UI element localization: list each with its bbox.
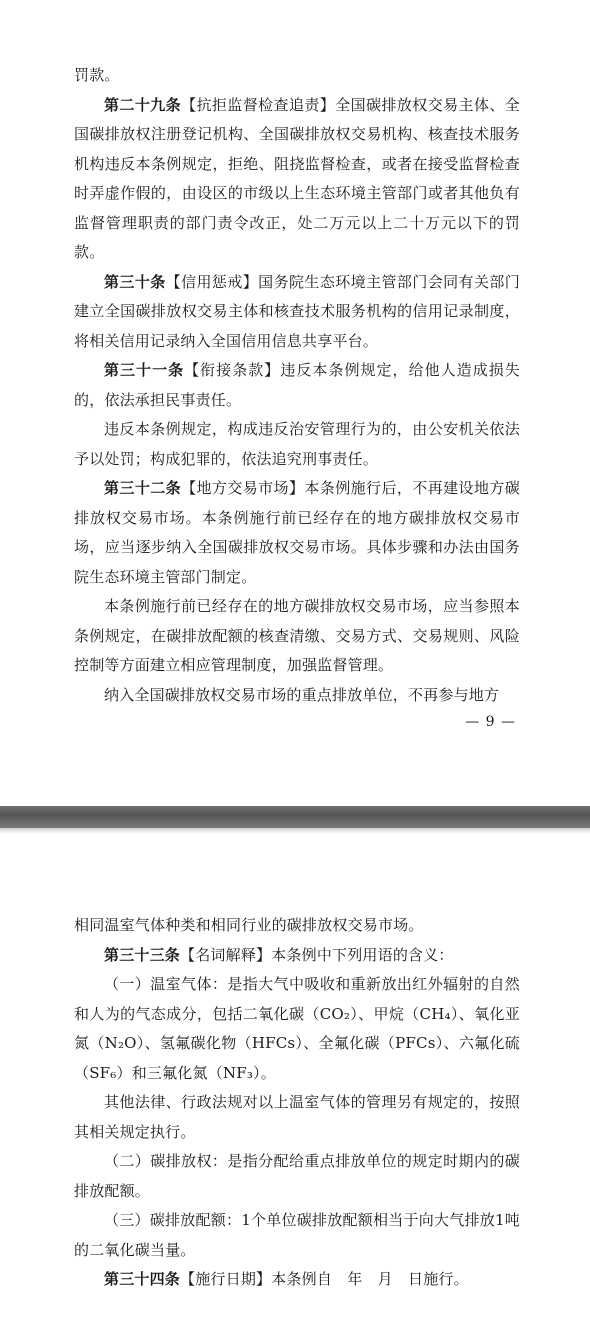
article-title: 第三十二条 — [104, 479, 182, 497]
article-tag: 【施行日期】 — [180, 1270, 272, 1288]
paragraph: 罚款。 — [74, 66, 120, 84]
article-title: 第三十三条 — [104, 945, 181, 964]
article-33 — [74, 941, 520, 971]
page-text-upper — [74, 61, 520, 710]
article-title: 第三十四条 — [104, 1270, 181, 1288]
article-30 — [74, 268, 520, 357]
page-separator — [0, 806, 590, 828]
article-tag: 【抗拒监督检查追责】 — [181, 95, 336, 114]
article-body: 违反本条例规定，给他人造成损失的，依法承担民事责任。 — [74, 361, 520, 409]
page-number: — 9 — — [465, 714, 516, 730]
article-body: 本条例自 年 月 日施行。 — [271, 1270, 469, 1288]
article-title: 第三十条 — [104, 272, 166, 291]
separator-shadow — [0, 828, 590, 834]
page-text-lower — [74, 911, 520, 1295]
paragraph: 本条例施行前已经存在的地方碳排放权交易市场，应当参照本条例规定，在碳排放配额的核查清缴、交易方式、交易规则、风险控制等方面建立相应管理制度，加强监督管理。 — [74, 597, 520, 674]
definition-item: （一）温室气体：是指大气中吸收和重新放出红外辐射的自然和人为的气态成分，包括二氧化碳（CO₂）、甲烷（CH₄）、氧化亚氮（N₂O）、氢氟碳化物（HFCs）、全氟化碳（PFCs）、六氟化硫（SF₆）和三氟化氮（NF₃）。 — [74, 975, 520, 1082]
paragraph: 其他法律、行政法规对以上温室气体的管理另有规定的，按照其相关规定执行。 — [74, 1093, 520, 1141]
document-page-lower — [0, 828, 590, 1318]
article-body: 全国碳排放权交易主体、全国碳排放权注册登记机构、全国碳排放权交易机构、核查技术服务机构违反本条例规定，拒绝、阻挠监督检查，或者在接受监督检查时弄虚作假的，由设区的市级以上生态环境主管部门或者其他负有监督管理职责的部门责令改正，处二万元以上二十万元以下的罚款。 — [74, 95, 520, 261]
article-31 — [74, 356, 520, 415]
paragraph: 违反本条例规定，构成违反治安管理行为的，由公安机关依法予以处罚；构成犯罪的，依法追究刑事责任。 — [74, 420, 520, 468]
article-tag: 【衔接条款】 — [184, 361, 281, 379]
article-tag: 【信用惩戒】 — [165, 272, 259, 291]
definition-item: （二）碳排放权：是指分配给重点排放单位的规定时期内的碳排放配额。 — [74, 1152, 520, 1200]
definition-item: （三）碳排放配额：1个单位碳排放配额相当于向大气排放1吨的二氧化碳当量。 — [74, 1211, 520, 1259]
article-body: 本条例中下列用语的含义： — [271, 945, 454, 964]
paragraph: 相同温室气体种类和相同行业的碳排放权交易市场。 — [74, 916, 424, 934]
article-body: 国务院生态环境主管部门会同有关部门建立全国碳排放权交易主体和核查技术服务机构的信用记录制度，将相关信用记录纳入全国信用信息共享平台。 — [74, 272, 521, 350]
article-32 — [74, 474, 520, 592]
article-title: 第三十一条 — [104, 361, 185, 379]
article-title: 第二十九条 — [104, 95, 182, 114]
paragraph: 纳入全国碳排放权交易市场的重点排放单位，不再参与地方 — [104, 685, 500, 704]
article-tag: 【地方交易市场】 — [181, 479, 305, 497]
article-34 — [74, 1265, 520, 1295]
article-29 — [74, 91, 520, 268]
article-body: 本条例施行后，不再建设地方碳排放权交易市场。本条例施行前已经存在的地方碳排放权交易市场，应当逐步纳入全国碳排放权交易市场。具体步骤和办法由国务院生态环境主管部门制定。 — [74, 479, 520, 586]
article-tag: 【名词解释】 — [180, 945, 272, 964]
